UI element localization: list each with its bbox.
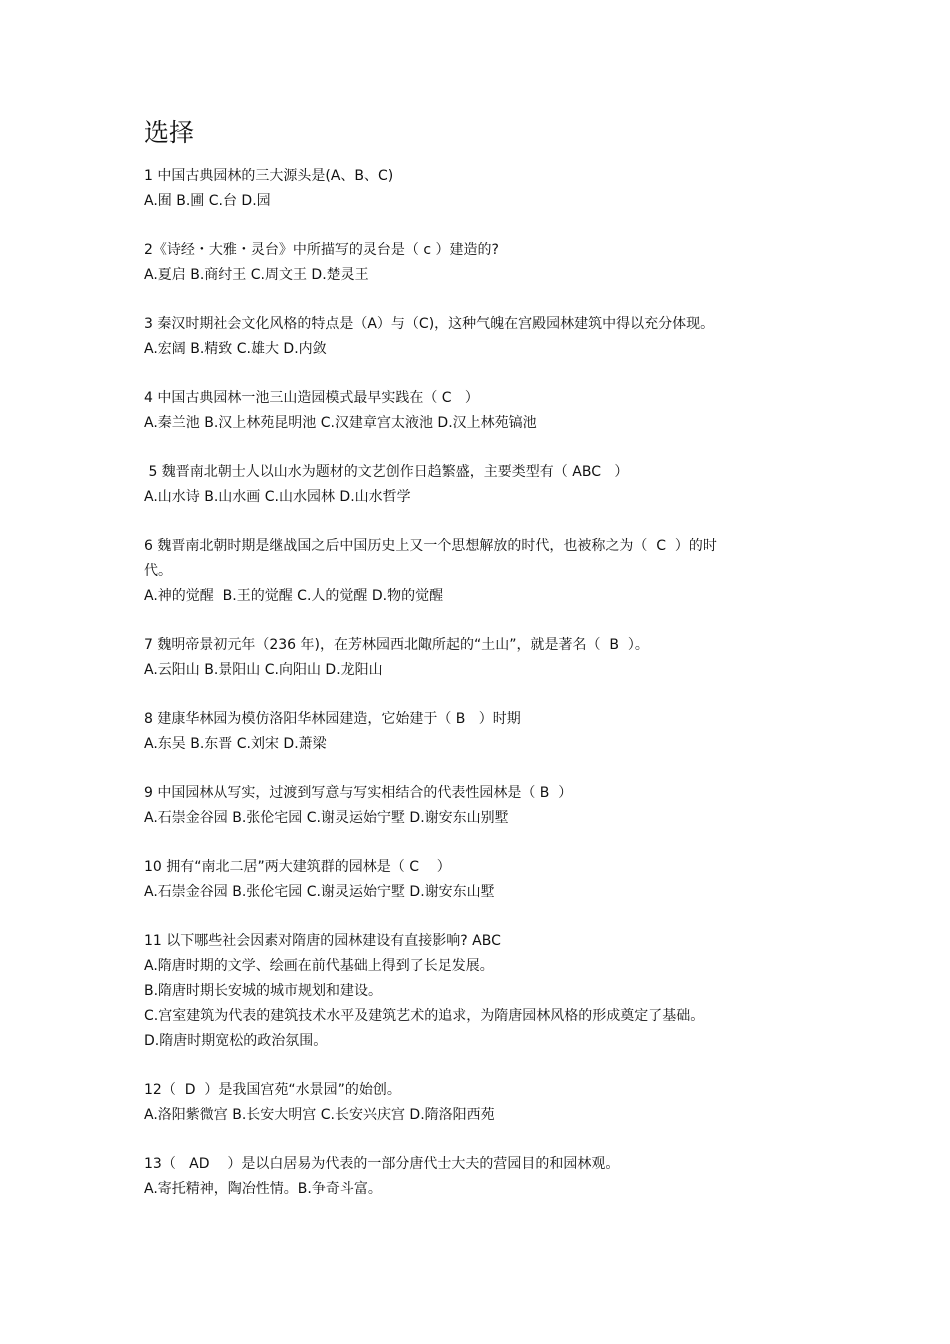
question-option-line: A.宏阔 B.精致 C.雄大 D.内敛 — [144, 341, 327, 357]
question-option-line: A.秦兰池 B.汉上林苑昆明池 C.汉建章宫太液池 D.汉上林苑镐池 — [144, 415, 537, 431]
question-option-line: A.东吴 B.东晋 C.刘宋 D.萧梁 — [144, 736, 327, 752]
question-option-line: A.云阳山 B.景阳山 C.向阳山 D.龙阳山 — [144, 662, 383, 678]
question-item — [144, 707, 850, 757]
question-option-line: D.隋唐时期宽松的政治氛围。 — [144, 1033, 328, 1049]
question-option-line: A.隋唐时期的文学、绘画在前代基础上得到了长足发展。 — [144, 958, 494, 974]
question-item — [144, 633, 850, 683]
question-item — [144, 238, 850, 288]
question-text: 1 中国古典园林的三大源头是(A、B、C) — [144, 168, 394, 184]
question-option-line: A.寄托精神，陶冶性情。B.争奇斗富。 — [144, 1181, 382, 1197]
section-title: 选择 — [144, 118, 195, 147]
question-option-line: A.山水诗 B.山水画 C.山水园林 D.山水哲学 — [144, 489, 411, 505]
question-list — [144, 164, 850, 1202]
question-option-line: C.宫室建筑为代表的建筑技术水平及建筑艺术的追求，为隋唐园林风格的形成奠定了基础。 — [144, 1008, 705, 1024]
question-text: 9 中国园林从写实，过渡到写意与写实相结合的代表性园林是（ B ） — [144, 785, 573, 801]
question-option-line: A.神的觉醒 B.王的觉醒 C.人的觉醒 D.物的觉醒 — [144, 588, 444, 604]
question-item — [144, 929, 850, 1054]
question-text: 10 拥有“南北二居”两大建筑群的园林是（ C ） — [144, 859, 451, 875]
question-item — [144, 460, 850, 510]
question-text: 13（ AD ）是以白居易为代表的一部分唐代士大夫的营园目的和园林观。 — [144, 1156, 620, 1172]
question-item — [144, 164, 850, 214]
question-text: 11 以下哪些社会因素对隋唐的园林建设有直接影响? ABC — [144, 933, 501, 949]
question-option-line: 代。 — [144, 563, 172, 579]
question-text: 2《诗经・大雅・灵台》中所描写的灵台是（ c ）建造的? — [144, 242, 499, 258]
question-item — [144, 1078, 850, 1128]
question-option-line: A.囿 B.圃 C.台 D.园 — [144, 193, 271, 209]
question-item — [144, 386, 850, 436]
question-option-line: A.洛阳紫微宫 B.长安大明宫 C.长安兴庆宫 D.隋洛阳西苑 — [144, 1107, 495, 1123]
question-text: 8 建康华林园为模仿洛阳华林园建造，它始建于（ B ）时期 — [144, 711, 521, 727]
question-option-line: B.隋唐时期长安城的城市规划和建设。 — [144, 983, 383, 999]
question-text: 6 魏晋南北朝时期是继战国之后中国历史上又一个思想解放的时代，也被称之为（ C ）的时 — [144, 538, 717, 554]
question-text: 12（ D ）是我国宫苑“水景园”的始创。 — [144, 1082, 401, 1098]
question-option-line: A.夏启 B.商纣王 C.周文王 D.楚灵王 — [144, 267, 369, 283]
question-item — [144, 855, 850, 905]
question-text: 5 魏晋南北朝士人以山水为题材的文艺创作日趋繁盛，主要类型有（ ABC ） — [144, 464, 629, 480]
question-text: 7 魏明帝景初元年（236 年)，在芳林园西北陬所起的“土山”，就是著名（ B ）。 — [144, 637, 649, 653]
question-item — [144, 534, 850, 609]
question-text: 3 秦汉时期社会文化风格的特点是（A）与（C)，这种气魄在宫殿园林建筑中得以充分体现。 — [144, 316, 715, 332]
question-item — [144, 312, 850, 362]
question-option-line: A.石崇金谷园 B.张伦宅园 C.谢灵运始宁墅 D.谢安东山墅 — [144, 884, 495, 900]
question-option-line: A.石崇金谷园 B.张伦宅园 C.谢灵运始宁墅 D.谢安东山别墅 — [144, 810, 509, 826]
question-item — [144, 1152, 850, 1202]
question-item — [144, 781, 850, 831]
question-text: 4 中国古典园林一池三山造园模式最早实践在（ C ） — [144, 390, 479, 406]
